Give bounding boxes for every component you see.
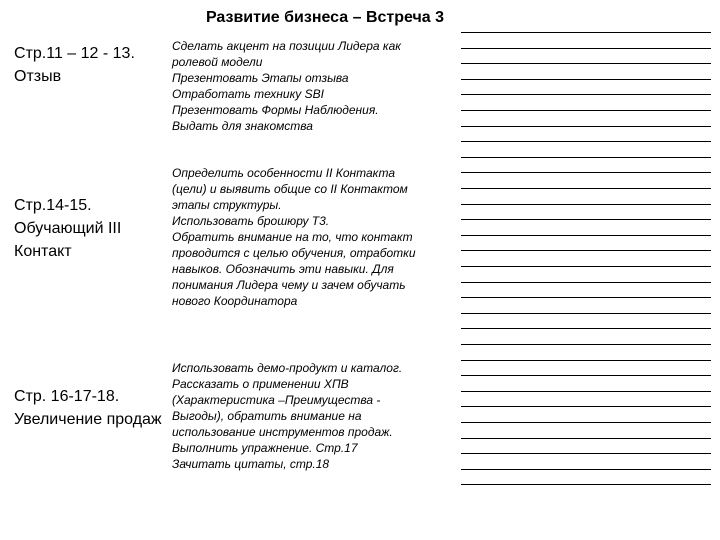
note-line [461,48,711,49]
note-line [461,250,711,251]
note-line [461,110,711,111]
note-line [461,406,711,407]
note-line [461,141,711,142]
note-line [461,188,711,189]
note-line [461,313,711,314]
section-text-sales-growth: Использовать демо-продукт и каталог. Рассказать о применении ХПВ (Характеристика –Преимущества - Выгоды), обратить внимание на использование инструментов продаж. Выполнить упражнение. Стр.17 Зачитать цитаты, стр.18 [172,361,403,471]
note-line [461,219,711,220]
note-line [461,157,711,158]
notes-area [461,32,711,502]
note-line [461,422,711,423]
note-line [461,63,711,64]
note-line [461,297,711,298]
note-line [461,126,711,127]
note-line [461,94,711,95]
page-title: Развитие бизнеса – Встреча 3 [205,9,445,26]
note-line [461,79,711,80]
note-line [461,204,711,205]
note-line [461,469,711,470]
note-line [461,32,711,33]
note-line [461,438,711,439]
section-label-training-contact: Стр.14-15. Обучающий III Контакт [14,197,122,260]
note-line [461,484,711,485]
section-text-feedback: Сделать акцент на позиции Лидера как ролевой модели Презентовать Этапы отзыва Отработать технику SBI Презентовать Формы Наблюдения. Выдать для знакомства [172,39,401,133]
note-line [461,375,711,376]
note-line [461,266,711,267]
note-line [461,360,711,361]
section-label-sales-growth: Стр. 16-17-18. Увеличение продаж [14,388,162,428]
note-line [461,235,711,236]
note-line [461,282,711,283]
section-label-feedback: Стр.11 – 12 - 13. Отзыв [14,45,135,85]
note-line [461,453,711,454]
note-line [461,344,711,345]
note-line [461,328,711,329]
section-text-training-contact: Определить особенности II Контакта (цели) и выявить общие со II Контактом этапы структуры. Использовать брошюру Т3. Обратить внимание на то, что контакт проводится с целью обучения, отработки навыков. Обозначить эти навыки. Для понимания Лидера чему и зачем обучать нового Координатора [172,166,416,308]
note-line [461,391,711,392]
note-line [461,172,711,173]
